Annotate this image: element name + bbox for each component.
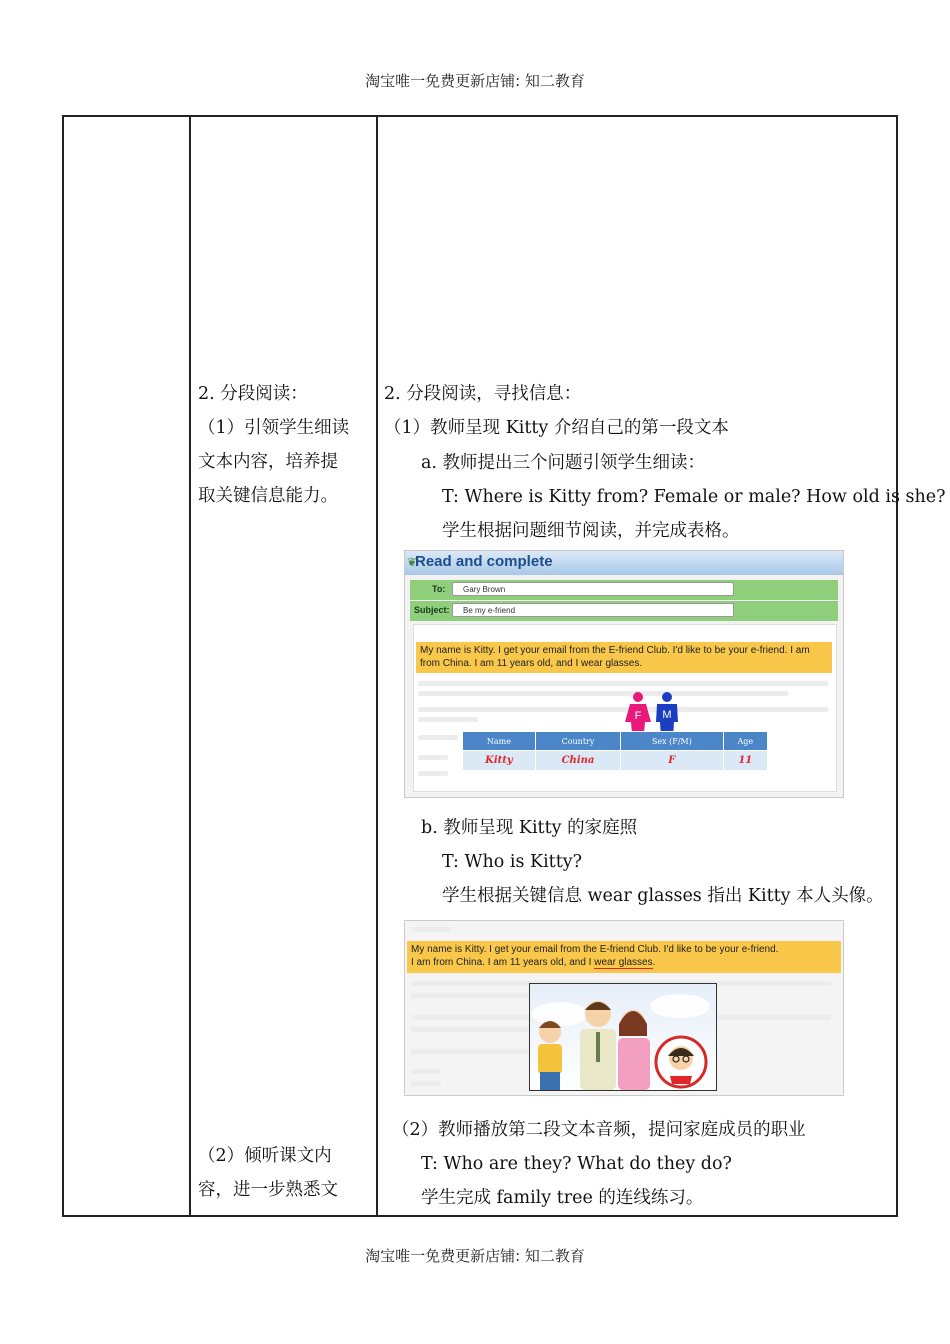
cell-age: 11 [723, 751, 767, 771]
column-divider-2 [376, 117, 378, 1215]
blurred-text [411, 1049, 531, 1054]
female-icon-letter: F [634, 710, 642, 722]
subject-field: Be my e-friend [452, 603, 734, 617]
col3-heading: 2. 分段阅读，寻找信息： [384, 384, 582, 404]
email-body [413, 624, 837, 792]
cell-name: Kitty [463, 751, 536, 771]
male-icon-letter: M [662, 709, 672, 721]
paragraph-line-1: My name is Kitty. I get your email from the E-friend Club. I'd like to be your e-friend. [411, 944, 779, 955]
cell-sex: F [621, 751, 723, 771]
mother-figure [618, 1010, 650, 1090]
col2-text: （2）倾听课文内 [198, 1146, 332, 1166]
col2-text: 文本内容，培养提 [198, 452, 338, 472]
cell-country: China [535, 751, 620, 771]
blurred-text [411, 1081, 441, 1086]
blurred-text [411, 1069, 441, 1074]
blurred-text [418, 755, 448, 760]
to-row [410, 580, 838, 600]
blurred-text [418, 691, 788, 696]
col3-text: 学生根据关键信息 wear glasses 指出 Kitty 本人头像。 [442, 886, 884, 906]
page-header: 淘宝唯一免费更新店铺: 知二教育 [365, 72, 585, 90]
female-icon [624, 692, 652, 734]
col3-text: a. 教师提出三个问题引领学生细读： [421, 453, 706, 473]
col3-text: 学生根据问题细节阅读，并完成表格。 [442, 521, 740, 541]
col3-text: T: Who are they? What do they do? [421, 1154, 732, 1174]
boy-figure [538, 1021, 562, 1090]
col3-text: （2）教师播放第二段文本音频，提问家庭成员的职业 [392, 1120, 806, 1140]
header-country: Country [535, 732, 620, 751]
col3-text: （1）教师呈现 Kitty 介绍自己的第一段文本 [384, 418, 729, 438]
family-photo-screenshot [404, 920, 844, 1096]
family-illustration [530, 984, 716, 1090]
col3-text: T: Where is Kitty from? Female or male? How old is she? [442, 487, 946, 507]
header-sex: Sex (F/M) [621, 732, 723, 751]
to-field: Gary Brown [452, 582, 734, 596]
paragraph-line-2 [411, 956, 837, 969]
col2-text: 容，进一步熟悉文 [198, 1180, 338, 1200]
blurred-text [418, 717, 478, 722]
screenshot-title-bar [405, 551, 843, 575]
col2-text: （1）引领学生细读 [198, 418, 350, 438]
highlighted-paragraph: My name is Kitty. I get your email from the E-friend Club. I'd like to be your e-friend. I am from China. I am 11 years old, and I wear glasses. [416, 642, 832, 673]
blurred-text [411, 993, 531, 998]
col3-text: b. 教师呈现 Kitty 的家庭照 [421, 818, 638, 838]
paragraph-text: . [652, 957, 656, 968]
blurred-text [418, 707, 828, 712]
father-figure [580, 1001, 616, 1090]
family-photo [529, 983, 717, 1091]
blurred-text [411, 927, 451, 932]
info-table-row [463, 751, 768, 771]
col3-text: T: Who is Kitty? [442, 852, 583, 872]
col2-heading: 2. 分段阅读： [198, 384, 308, 404]
highlighted-paragraph [407, 941, 841, 973]
kitty-figure [656, 1037, 706, 1087]
header-age: Age [723, 732, 767, 751]
info-table-header [463, 732, 768, 751]
subject-row [410, 601, 838, 621]
column-divider-1 [189, 117, 191, 1215]
leaf-icon: ❦ [407, 555, 418, 569]
to-label: To: [432, 584, 446, 594]
blurred-text [418, 681, 828, 686]
col2-text: 取关键信息能力。 [198, 486, 338, 506]
blurred-text [418, 735, 458, 740]
info-table [462, 731, 768, 771]
blurred-text [418, 771, 448, 776]
col3-text: 学生完成 family tree 的连线练习。 [421, 1188, 704, 1208]
subject-label: Subject: [414, 605, 450, 615]
read-and-complete-screenshot [404, 550, 844, 798]
wear-glasses-underline: wear glasses [594, 957, 653, 968]
paragraph-text: I am from China. I am 11 years old, and I [411, 957, 595, 968]
screenshot-title: Read and complete [415, 553, 553, 570]
page-footer: 淘宝唯一免费更新店铺: 知二教育 [365, 1247, 585, 1265]
header-name: Name [463, 732, 536, 751]
